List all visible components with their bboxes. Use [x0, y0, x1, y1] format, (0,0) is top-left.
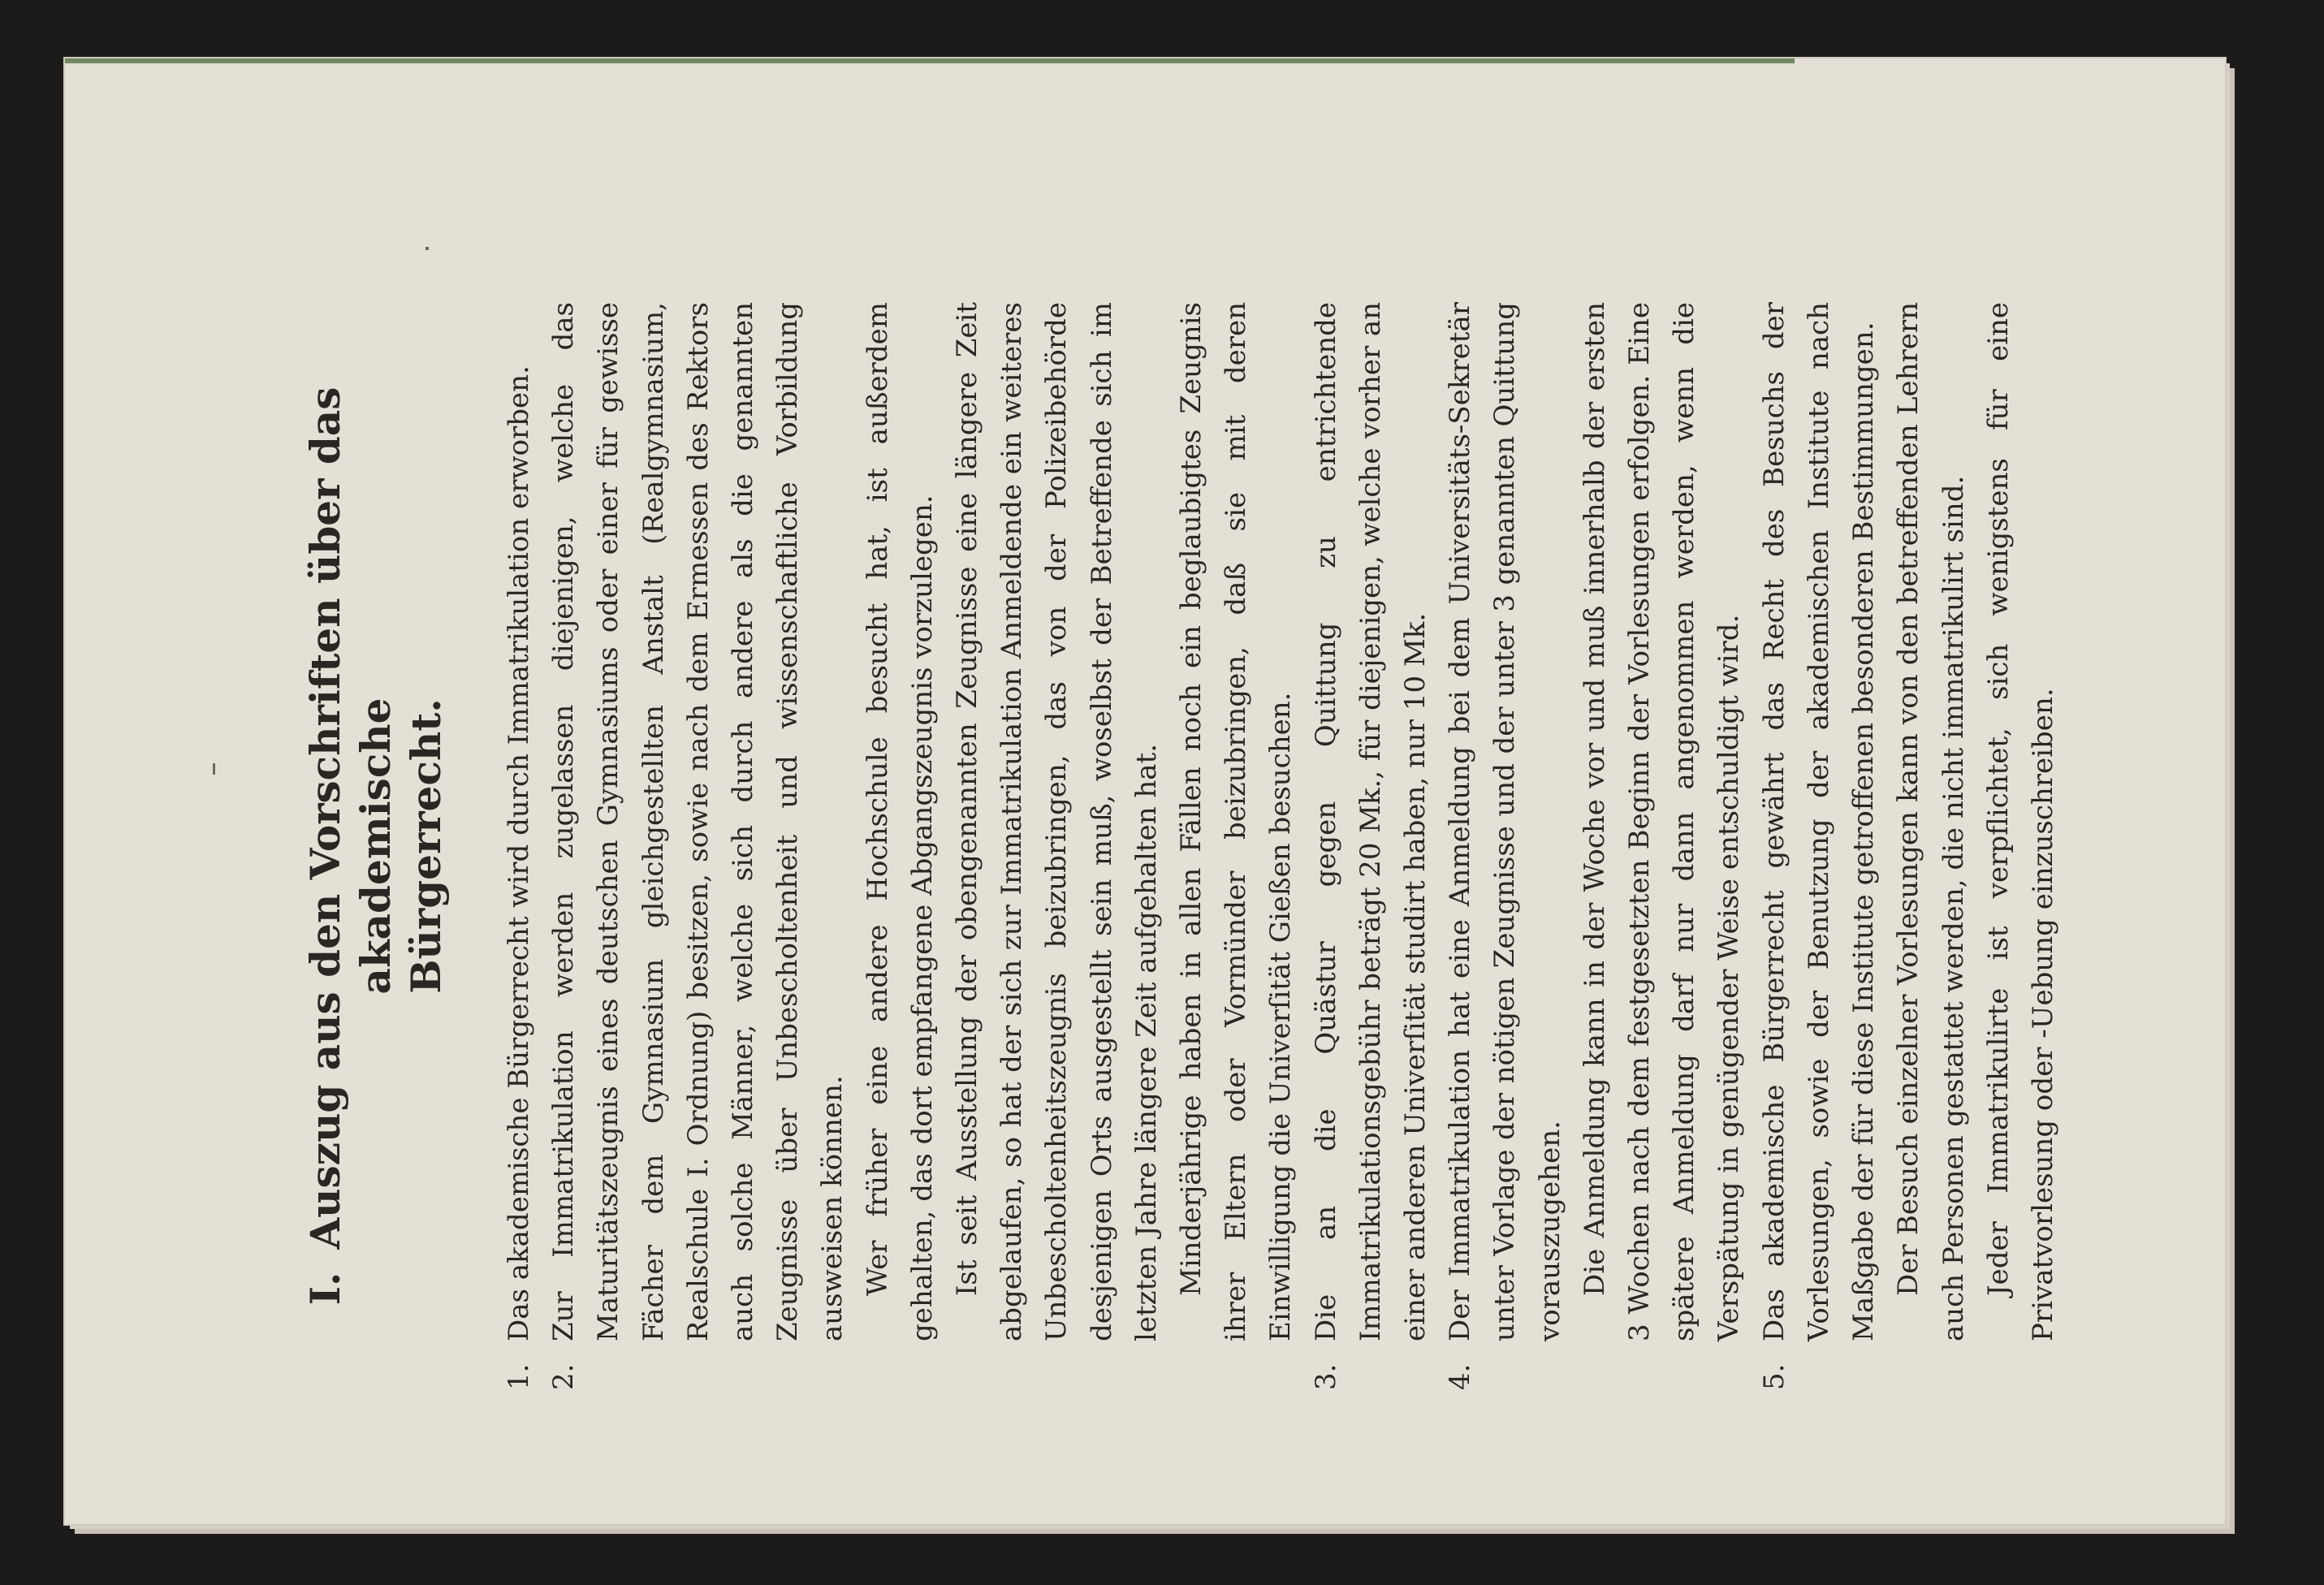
- item-number: 1.: [503, 1363, 535, 1390]
- paragraph-text: Zur Immatrikulation werden zugelassen diejenigen, welche das Maturitätszeugnis eines deutschen Gymnasiums oder einer für gewisse Fächer dem Gymnasium gleichgestellten Anstalt (Realgymnasium, Realschule I. Ordnung) besitzen, sowie nach dem Ermessen des Rektors auch solche Männer, welche sich durch andere als die genannten Zeugnisse über Unbescholtenheit und wissenschaftliche Vorbildung ausweisen können.: [547, 302, 849, 1341]
- rotated-text-block: [300, 302, 2059, 1390]
- paragraph-text: Die Anmeldung kann in der Woche vor und muß innerhalb der ersten 3 Wochen nach dem festgesetzten Beginn der Vorlesungen erfolgen. Eine spätere Anmeldung darf nur dann angenommen werden, wenn die Verspätung in genügender Weise entschuldigt wird.: [1578, 302, 1746, 1341]
- item-number: 3.: [1309, 1363, 1342, 1390]
- page-speck: [425, 247, 429, 250]
- title-line1: Auszug aus den Vorschriften über das akademische: [301, 387, 400, 1250]
- paragraph-sub: [945, 302, 1169, 1390]
- paragraph-text: Der Immatrikulation hat eine Anmeldung bei dem Universitäts-Sekretär unter Vorlage der nötigen Zeugnisse und der unter 3 genannten Quittung vorauszugehen.: [1444, 302, 1566, 1341]
- paragraph-text: Die an die Quästur gegen Quittung zu entrichtende Immatrikulationsgebühr beträgt 20 Mk., für diejenigen, welche vorher an einer anderen Univerſität studirt haben, nur 10 Mk.: [1309, 302, 1432, 1341]
- paragraph-sub: [1976, 302, 2066, 1390]
- paragraph-item-4: [1438, 302, 1573, 1390]
- paragraph-text: Das akademische Bürgerrecht wird durch Immatrikulation erworben.: [503, 365, 535, 1341]
- paragraph-text: Minderjährige haben in allen Fällen noch ein beglaubigtes Zeugnis ihrer Eltern oder Vormünder beizubringen, daß sie mit deren Einwilligung die Univerſität Gießen besuchen.: [1175, 302, 1298, 1341]
- page-speck: [213, 763, 215, 775]
- paragraph-text: Das akademische Bürgerrecht gewährt das Recht des Besuchs der Vorlesungen, sowie der Benutzung der akademischen Institute nach Maßgabe der für diese Institute getroffenen besonderen Bestimmungen.: [1757, 302, 1881, 1341]
- paragraph-text: Wer früher eine andere Hochschule besucht hat, ist außerdem gehalten, das dort empfangene Abgangszeugnis vorzulegen.: [861, 302, 939, 1341]
- title-number: I.: [301, 1272, 349, 1306]
- paragraph-item-3: [1304, 302, 1439, 1390]
- paragraph-item-1: [497, 302, 542, 1390]
- paragraph-sub: [1886, 302, 1976, 1390]
- page-title: [300, 302, 451, 1390]
- paragraph-text: Der Besuch einzelner Vorlesungen kann von den betreffenden Lehrern auch Personen gestattet werden, die nicht immatrikulirt sind.: [1892, 302, 1970, 1341]
- paragraph-text: Jeder Immatrikulirte ist verpflichtet, sich wenigstens für eine Privatvorlesung oder -Uebung einzuschreiben.: [1981, 302, 2059, 1341]
- document-page: [65, 58, 2225, 1524]
- paragraph-sub: [1169, 302, 1304, 1390]
- title-line2: Bürgerrecht.: [402, 698, 450, 994]
- item-number: 4.: [1444, 1363, 1477, 1390]
- paragraph-sub: [856, 302, 945, 1390]
- paragraph-item-5: [1752, 302, 1887, 1390]
- paragraph-sub: [1573, 302, 1752, 1390]
- item-number: 5.: [1757, 1363, 1791, 1390]
- page-edge-stripe: [65, 58, 1795, 63]
- item-number: 2.: [547, 1363, 581, 1390]
- paragraph-text: Ist seit Ausstellung der obengenannten Zeugnisse eine längere Zeit abgelaufen, so hat der sich zur Immatrikulation Anmeldende ein weiteres Unbescholtenheitszeugnis beizubringen, das von der Polizeibehörde desjenigen Orts ausgestellt sein muß, woselbst der Betreffende sich im letzten Jahre längere Zeit aufgehalten hat.: [951, 302, 1163, 1341]
- paragraph-item-2: [542, 302, 855, 1390]
